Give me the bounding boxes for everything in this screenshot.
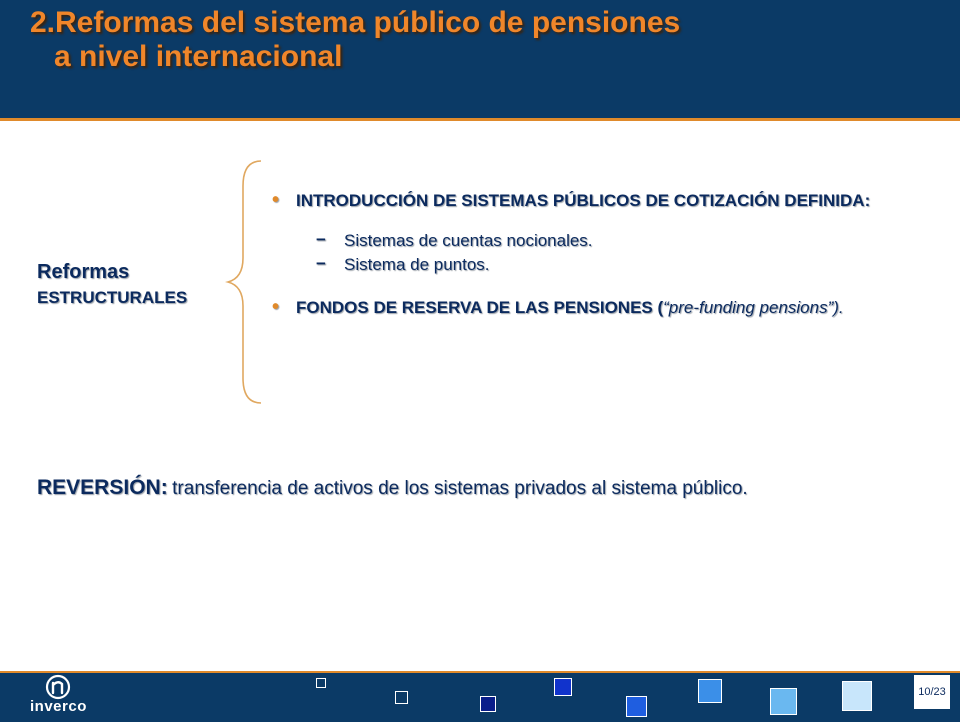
bullet-dot-icon: • xyxy=(272,296,280,318)
reforms-label-line-1: Reformas xyxy=(37,261,130,283)
nav-square-1 xyxy=(316,678,326,688)
bullet-item xyxy=(268,295,908,320)
reforms-label xyxy=(37,260,187,312)
sub-list-item xyxy=(268,229,908,253)
nav-square-7 xyxy=(770,688,797,715)
bullet-text-bold: FONDOS DE RESERVA DE LAS PENSIONES ( xyxy=(296,298,664,317)
reversion-key: REVERSIÓN: xyxy=(37,476,168,499)
logo-text: inverco xyxy=(30,698,87,715)
reversion-text: transferencia de activos de los sistemas privados al sistema público. xyxy=(172,478,748,499)
reforms-content xyxy=(268,188,908,320)
dash-icon: − xyxy=(316,254,326,273)
nav-square-2 xyxy=(395,691,408,704)
bullet-text: INTRODUCCIÓN DE SISTEMAS PÚBLICOS DE COTIZACIÓN DEFINIDA: xyxy=(296,191,871,210)
bullet-text-end: ). xyxy=(833,298,844,317)
title-line-2: a nivel internacional xyxy=(54,40,343,73)
nav-square-3 xyxy=(480,696,496,712)
reforms-label-line-2: ESTRUCTURALES xyxy=(37,288,188,307)
bullet-dot-icon: • xyxy=(272,189,280,211)
nav-square-4 xyxy=(554,678,572,696)
curly-brace xyxy=(225,158,265,408)
sub-item-text: Sistema de puntos. xyxy=(344,255,490,274)
nav-square-5 xyxy=(626,696,647,717)
inverco-logo xyxy=(30,674,86,718)
nav-square-8 xyxy=(842,681,872,711)
bullet-text-italic: “pre-funding pensions” xyxy=(663,298,834,317)
page-title xyxy=(30,6,680,74)
bullet-item xyxy=(268,188,908,213)
sub-list xyxy=(268,229,908,277)
nav-square-6 xyxy=(698,679,722,703)
header-banner xyxy=(0,0,960,121)
dash-icon: − xyxy=(316,230,326,249)
page-number: 10/23 xyxy=(914,675,950,709)
logo-circle-icon xyxy=(38,674,78,700)
sub-list-item xyxy=(268,253,908,277)
sub-item-text: Sistemas de cuentas nocionales. xyxy=(344,231,593,250)
reversion-line xyxy=(37,476,748,500)
title-line-1: 2.Reformas del sistema público de pensiones xyxy=(30,6,681,39)
